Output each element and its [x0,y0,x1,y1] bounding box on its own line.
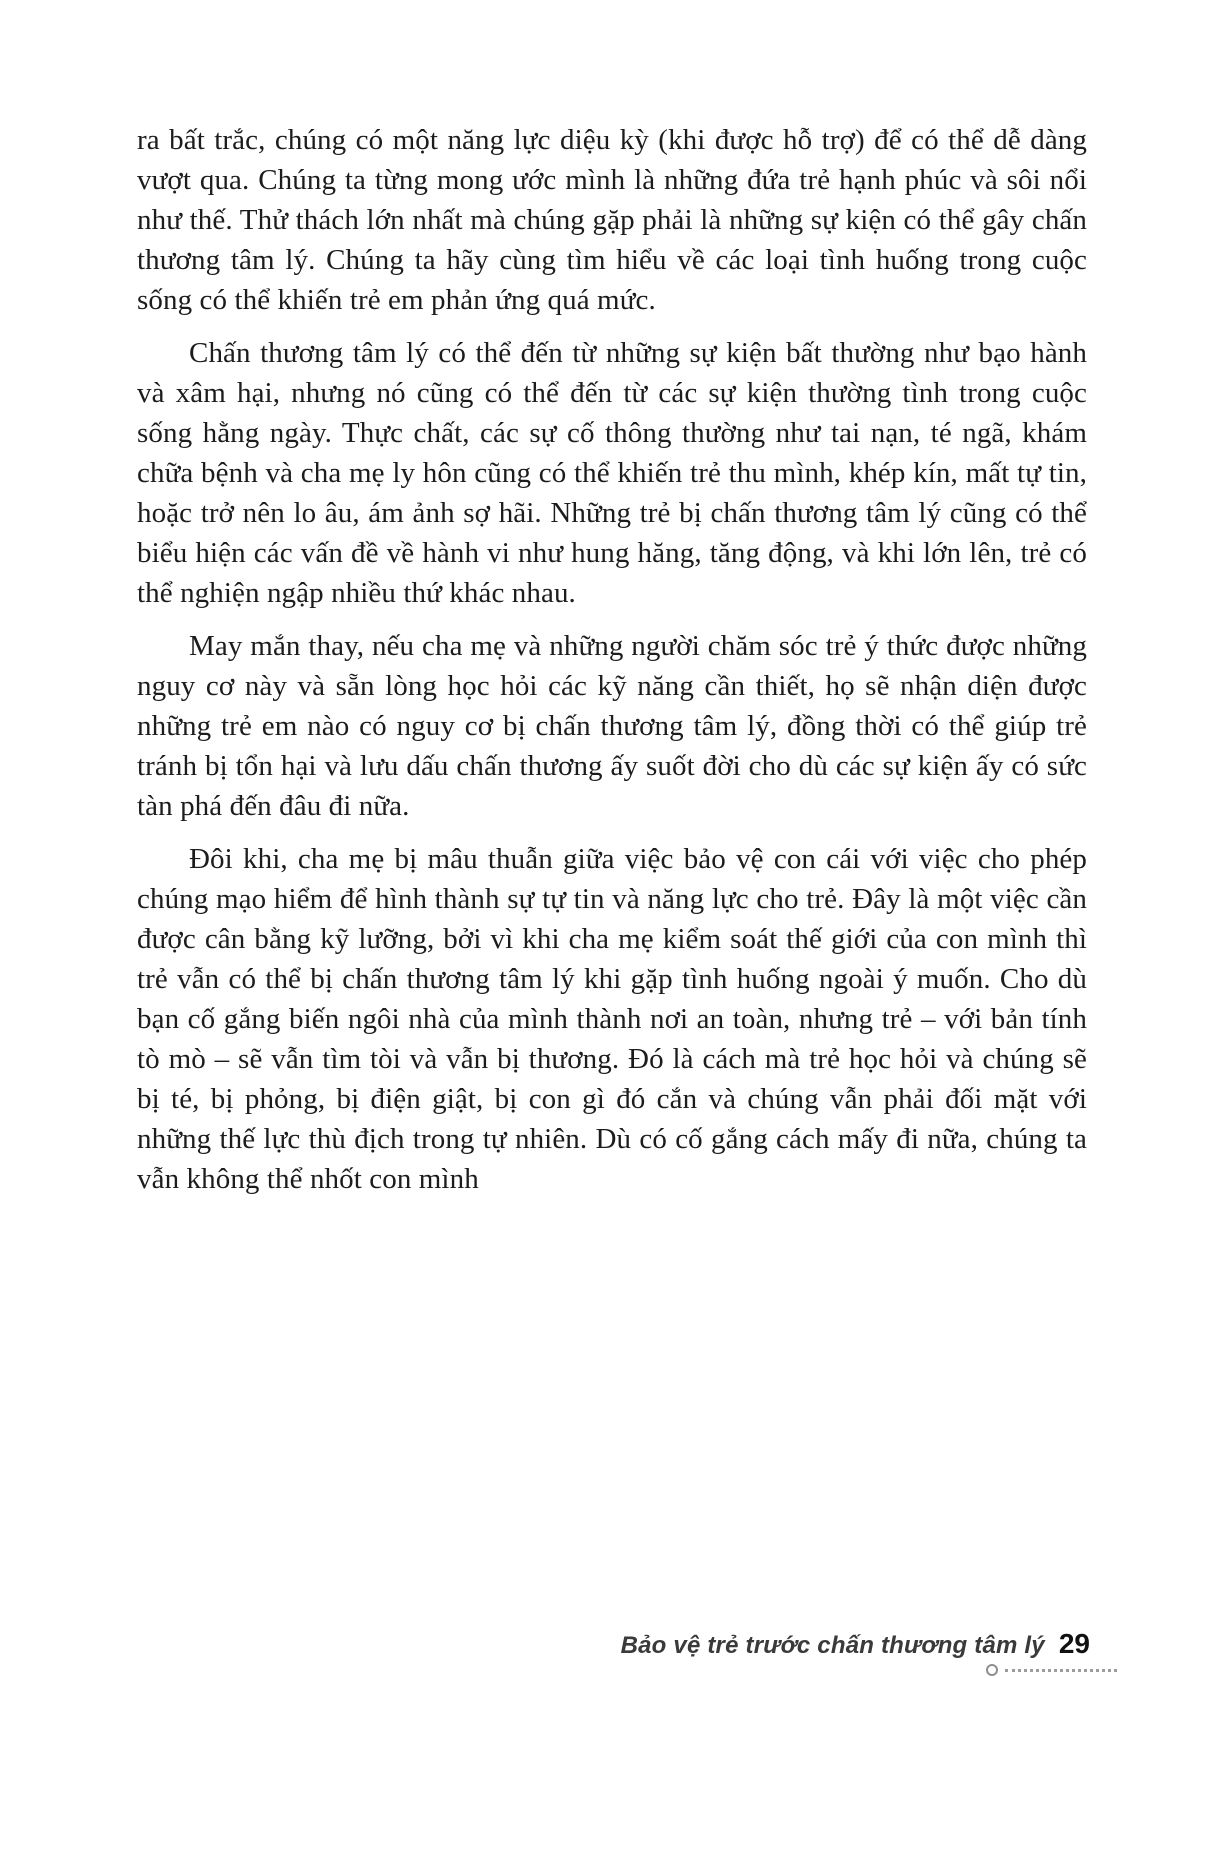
body-paragraph: May mắn thay, nếu cha mẹ và những người chăm sóc trẻ ý thức được những nguy cơ này và sẵn lòng học hỏi các kỹ năng cần thiết, họ sẽ nhận diện được những trẻ em nào có nguy cơ bị chấn thương tâm lý, đồng thời có thể giúp trẻ tránh bị tổn hại và lưu dấu chấn thương ấy suốt đời cho dù các sự kiện ấy có sức tàn phá đến đâu đi nữa. [137,630,1087,822]
running-footer-title: Bảo vệ trẻ trước chấn thương tâm lý [620,1632,1045,1659]
page-number: 29 [1058,1628,1090,1659]
footer-ornament [986,1664,1117,1676]
ornament-dotted-line-icon [1005,1669,1117,1672]
body-paragraph: Đôi khi, cha mẹ bị mâu thuẫn giữa việc bảo vệ con cái với việc cho phép chúng mạo hiểm để hình thành sự tự tin và năng lực cho trẻ. Đây là một việc cần được cân bằng kỹ lưỡng, bởi vì khi cha mẹ kiểm soát thế giới của con mình thì trẻ vẫn có thể bị chấn thương tâm lý khi gặp tình huống ngoài ý muốn. Cho dù bạn cố gắng biến ngôi nhà của mình thành nơi an toàn, nhưng trẻ – với bản tính tò mò – sẽ vẫn tìm tòi và vẫn bị thương. Đó là cách mà trẻ học hỏi và chúng sẽ bị té, bị phỏng, bị điện giật, bị con gì đó cắn và chúng vẫn phải đối mặt với những thế lực thù địch trong tự nhiên. Dù có cố gắng cách mấy đi nữa, chúng ta vẫn không thể nhốt con mình [137,843,1087,1195]
body-paragraph: ra bất trắc, chúng có một năng lực diệu kỳ (khi được hỗ trợ) để có thể dễ dàng vượt qua. Chúng ta từng mong ước mình là những đứa trẻ hạnh phúc và sôi nổi như thế. Thử thách lớn nhất mà chúng gặp phải là những sự kiện có thể gây chấn thương tâm lý. Chúng ta hãy cùng tìm hiểu về các loại tình huống trong cuộc sống có thể khiến trẻ em phản ứng quá mức. [137,124,1087,316]
ornament-circle-icon [986,1664,998,1676]
body-paragraph: Chấn thương tâm lý có thể đến từ những sự kiện bất thường như bạo hành và xâm hại, nhưng nó cũng có thể đến từ các sự kiện thường tình trong cuộc sống hằng ngày. Thực chất, các sự cố thông thường như tai nạn, té ngã, khám chữa bệnh và cha mẹ ly hôn cũng có thể khiến trẻ thu mình, khép kín, mất tự tin, hoặc trở nên lo âu, ám ảnh sợ hãi. Những trẻ bị chấn thương tâm lý cũng có thể biểu hiện các vấn đề về hành vi như hung hăng, tăng động, và khi lớn lên, trẻ có thể nghiện ngập nhiều thứ khác nhau. [137,337,1087,609]
page-footer [621,1628,1090,1660]
page-body-text [137,120,1087,1212]
